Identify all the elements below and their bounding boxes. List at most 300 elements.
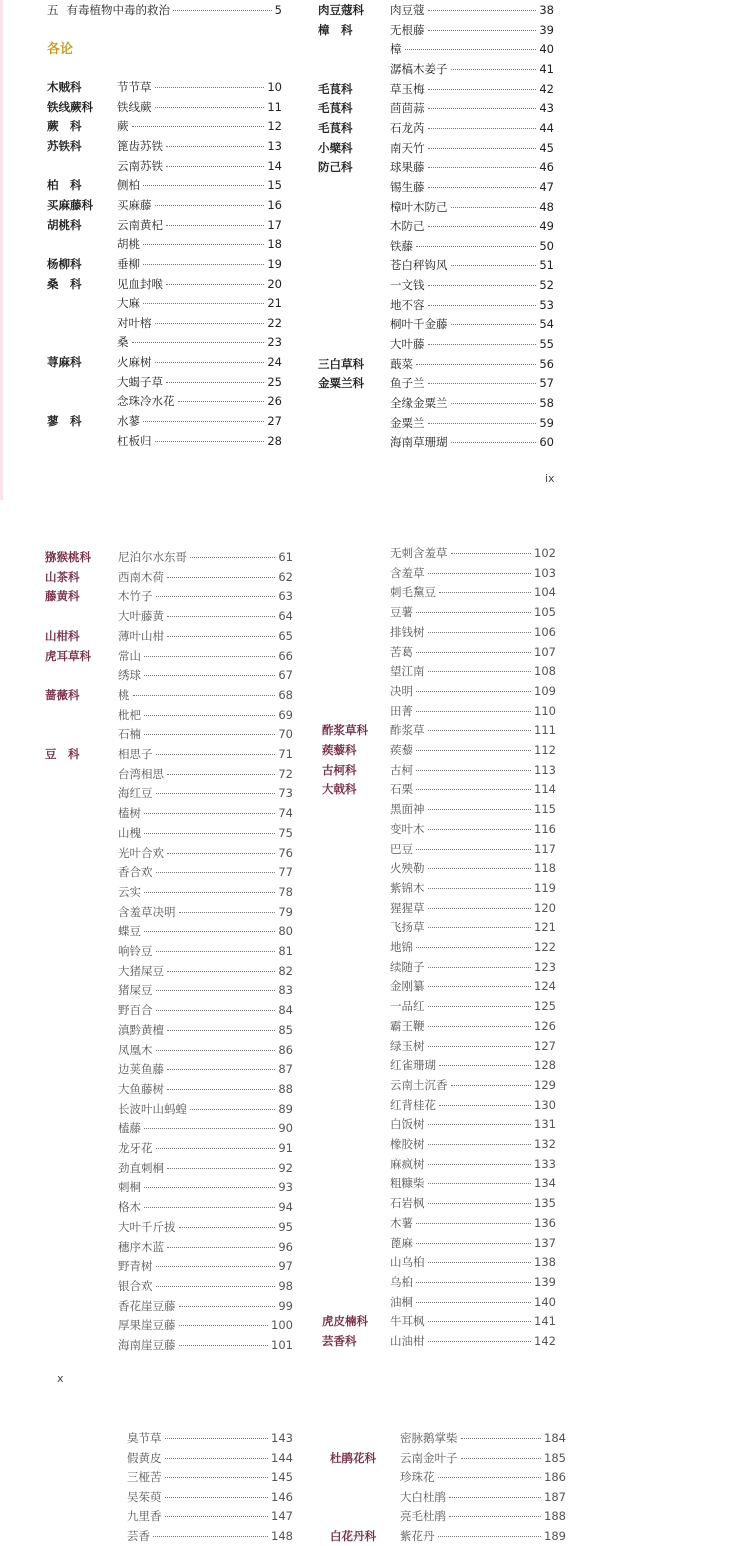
toc-entry[interactable] (322, 780, 556, 799)
toc-entry[interactable] (330, 1527, 566, 1546)
toc-entry[interactable] (45, 1060, 293, 1079)
page-ref: 131 (534, 1117, 556, 1132)
family-label: 苏铁科 (47, 138, 82, 153)
page-number: ix (545, 472, 555, 485)
toc-entry[interactable] (322, 899, 556, 918)
toc-entry[interactable] (322, 1273, 556, 1292)
toc-entry[interactable] (318, 99, 554, 118)
page-ref: 139 (534, 1274, 556, 1289)
page-ref: 16 (267, 197, 282, 212)
entry-line (118, 1139, 293, 1158)
toc-entry[interactable] (318, 256, 554, 275)
page-ref: 120 (534, 900, 556, 915)
toc-entry[interactable] (47, 255, 282, 274)
leader-dots (428, 888, 532, 889)
toc-entry[interactable] (322, 800, 556, 819)
leader-dots (405, 49, 537, 50)
page-ref: 126 (534, 1018, 556, 1033)
species-name: 念珠冷水花 (117, 394, 175, 409)
toc-entry[interactable] (45, 1277, 293, 1296)
leader-dots (167, 577, 275, 578)
toc-entry[interactable] (45, 962, 293, 981)
toc-entry[interactable] (45, 725, 293, 744)
species-name: 垂柳 (117, 256, 140, 271)
toc-entry[interactable] (47, 117, 282, 136)
toc-entry[interactable] (45, 1080, 293, 1099)
species-name: 格木 (118, 1200, 141, 1215)
leader-dots (449, 1516, 541, 1517)
toc-section-5[interactable] (47, 2, 282, 18)
toc-entry[interactable] (47, 196, 282, 215)
toc-entry[interactable] (45, 607, 293, 626)
toc-entry[interactable] (322, 958, 556, 977)
entry-line (118, 863, 293, 882)
page-ref: 15 (267, 178, 282, 193)
entry-line (400, 1449, 566, 1468)
toc-entry[interactable] (322, 1037, 556, 1056)
toc-entry[interactable] (45, 863, 293, 882)
leader-dots (428, 128, 537, 129)
toc-entry[interactable] (45, 745, 293, 764)
toc-entry[interactable] (318, 21, 554, 40)
entry-line (117, 255, 282, 274)
species-name: 西南木荷 (118, 569, 164, 584)
toc-entry[interactable] (322, 1332, 556, 1351)
toc-entry[interactable] (318, 276, 554, 295)
toc-entry[interactable] (322, 583, 556, 602)
page-ref: 127 (534, 1038, 556, 1053)
leader-dots (416, 750, 531, 751)
page-ref: 105 (534, 605, 556, 620)
family-label: 芸香科 (322, 1334, 357, 1348)
leader-dots (144, 892, 275, 893)
toc-entry[interactable] (45, 765, 293, 784)
species-name: 薄叶山柑 (118, 628, 164, 643)
toc-entry[interactable] (45, 1468, 293, 1487)
toc-entry[interactable] (322, 702, 556, 721)
leader-dots (428, 423, 537, 424)
species-name: 霸王鞭 (390, 1018, 425, 1033)
toc-entry[interactable] (322, 840, 556, 859)
toc-entry[interactable] (45, 1429, 293, 1448)
toc-entry[interactable] (45, 1507, 293, 1526)
entry-line (118, 1119, 293, 1138)
page-ref: 40 (539, 42, 554, 57)
leader-dots (416, 1302, 531, 1303)
entry-line (117, 432, 282, 451)
toc-entry[interactable] (330, 1429, 566, 1448)
toc-entry[interactable] (47, 98, 282, 117)
entry-line (117, 78, 282, 97)
toc-entry[interactable] (318, 296, 554, 315)
entry-line (390, 702, 556, 721)
toc-entry[interactable] (318, 394, 554, 413)
toc-entry[interactable] (322, 938, 556, 957)
toc-entry[interactable] (45, 548, 293, 567)
toc-entry[interactable] (45, 1100, 293, 1119)
toc-entry[interactable] (322, 1155, 556, 1174)
leader-dots (451, 553, 532, 554)
species-name: 巴豆 (390, 841, 413, 856)
toc-entry[interactable] (318, 80, 554, 99)
toc-entry[interactable] (47, 314, 282, 333)
toc-entry[interactable] (318, 374, 554, 393)
toc-entry[interactable] (318, 1, 554, 20)
leader-dots (439, 1065, 531, 1066)
toc-entry[interactable] (322, 1293, 556, 1312)
family-label: 猕猴桃科 (45, 550, 91, 564)
toc-entry[interactable] (45, 1119, 293, 1138)
page-ref: 61 (278, 550, 293, 564)
page-ref: 104 (534, 585, 556, 600)
species-name: 白饭树 (390, 1117, 425, 1132)
toc-entry[interactable] (45, 844, 293, 863)
family-label: 胡桃科 (47, 217, 82, 232)
toc-entry[interactable] (318, 433, 554, 452)
page-ref: 53 (539, 297, 554, 312)
toc-entry[interactable] (322, 761, 556, 780)
toc-entry[interactable] (318, 119, 554, 138)
toc-entry[interactable] (45, 1316, 293, 1335)
toc-entry[interactable] (318, 217, 554, 236)
page-ref: 63 (278, 589, 293, 604)
toc-entry[interactable] (318, 414, 554, 433)
toc-entry[interactable] (45, 1488, 293, 1507)
toc-entry[interactable] (330, 1468, 566, 1487)
toc-entry[interactable] (322, 918, 556, 937)
entry-line (390, 1037, 556, 1056)
page-ref: 20 (267, 276, 282, 291)
toc-entry[interactable] (47, 333, 282, 352)
species-name: 肉豆蔻 (390, 3, 425, 17)
leader-dots (428, 1321, 532, 1322)
species-name: 橡胶树 (390, 1137, 425, 1151)
entry-line (117, 117, 282, 136)
toc-entry[interactable] (322, 997, 556, 1016)
entry-line (118, 1100, 293, 1119)
toc-entry[interactable] (47, 78, 282, 97)
toc-entry[interactable] (318, 355, 554, 374)
toc-entry[interactable] (45, 1021, 293, 1040)
leader-dots (144, 656, 275, 657)
entry-line (390, 60, 554, 79)
entry-line (390, 761, 556, 780)
page-ref: 24 (267, 355, 282, 370)
family-label: 蒺藜科 (322, 743, 357, 757)
toc-entry[interactable] (322, 721, 556, 740)
toc-entry[interactable] (318, 40, 554, 59)
leader-dots (428, 730, 532, 731)
toc-entry[interactable] (330, 1449, 566, 1468)
page-ref: 27 (267, 414, 282, 429)
species-name: 三桠苦 (127, 1470, 162, 1484)
species-name: 吴茱萸 (127, 1489, 162, 1504)
toc-entry[interactable] (45, 1297, 293, 1316)
toc-entry[interactable] (45, 1178, 293, 1197)
species-name: 云南黄杞 (117, 217, 163, 232)
species-name: 望江南 (390, 664, 425, 679)
page-ref: 59 (539, 415, 554, 430)
toc-entry[interactable] (47, 176, 282, 195)
toc-entry[interactable] (45, 587, 293, 606)
species-name: 大叶藤黄 (118, 609, 164, 624)
leader-dots (144, 715, 275, 716)
species-name: 珍珠花 (400, 1470, 435, 1484)
toc-entry[interactable] (45, 784, 293, 803)
entry-line (390, 682, 556, 701)
leader-dots (144, 1207, 275, 1208)
toc-entry[interactable] (322, 623, 556, 642)
toc-entry[interactable] (322, 1194, 556, 1213)
toc-entry[interactable] (45, 804, 293, 823)
leader-dots (428, 671, 532, 672)
toc-entry[interactable] (322, 859, 556, 878)
section-title: 有毒植物中毒的救治 (66, 3, 170, 17)
entry-line (390, 918, 556, 937)
species-name: 海南草珊瑚 (390, 435, 448, 450)
toc-entry[interactable] (47, 216, 282, 235)
page-number: x (57, 1372, 64, 1385)
species-name: 决明 (390, 683, 413, 698)
family-label: 肉豆蔻科 (318, 3, 364, 17)
toc-entry[interactable] (45, 1218, 293, 1237)
leader-dots (155, 323, 265, 324)
species-name: 黑面神 (390, 802, 425, 817)
entry-line (127, 1449, 293, 1468)
leader-dots (451, 69, 537, 70)
toc-entry[interactable] (322, 741, 556, 760)
page-ref: 122 (534, 940, 556, 954)
entry-line (390, 80, 554, 99)
entry-line (118, 922, 293, 941)
entry-line (390, 1293, 556, 1312)
species-name: 一文钱 (390, 278, 425, 293)
toc-page-ix (0, 0, 750, 500)
page-ref: 123 (534, 959, 556, 974)
toc-entry[interactable] (322, 1017, 556, 1036)
toc-entry[interactable] (45, 942, 293, 961)
entry-line (390, 583, 556, 602)
entry-line (390, 1056, 556, 1075)
page-ref: 78 (278, 884, 293, 899)
entry-line (127, 1507, 293, 1526)
toc-entry[interactable] (318, 158, 554, 177)
leader-dots (428, 148, 537, 149)
leader-dots (451, 265, 537, 266)
toc-entry[interactable] (322, 1214, 556, 1233)
leader-dots (428, 927, 532, 928)
entry-line (390, 40, 554, 59)
entry-line (118, 725, 293, 744)
entry-line (117, 412, 282, 431)
toc-entry[interactable] (318, 315, 554, 334)
toc-entry[interactable] (45, 627, 293, 646)
species-name: 桑 (117, 335, 129, 350)
family-label: 毛茛科 (318, 81, 353, 96)
toc-entry[interactable] (330, 1488, 566, 1507)
toc-entry[interactable] (322, 544, 556, 563)
toc-entry[interactable] (47, 392, 282, 411)
toc-entry[interactable] (322, 1234, 556, 1253)
toc-entry[interactable] (45, 1257, 293, 1276)
leader-dots (144, 813, 275, 814)
entry-line (117, 392, 282, 411)
page-ref: 144 (271, 1450, 293, 1465)
toc-entry[interactable] (318, 335, 554, 354)
entry-line (390, 1194, 556, 1213)
toc-entry[interactable] (45, 903, 293, 922)
toc-entry[interactable] (45, 922, 293, 941)
species-name: 大叶千斤拔 (118, 1219, 176, 1234)
toc-entry[interactable] (45, 1449, 293, 1468)
toc-entry[interactable] (322, 1115, 556, 1134)
entry-line (118, 607, 293, 626)
species-name: 红雀珊瑚 (390, 1058, 436, 1073)
leader-dots (439, 592, 531, 593)
toc-entry[interactable] (45, 706, 293, 725)
toc-entry[interactable] (318, 198, 554, 217)
toc-entry[interactable] (322, 1174, 556, 1193)
species-name: 香花崖豆藤 (118, 1298, 176, 1313)
toc-entry[interactable] (47, 353, 282, 372)
toc-entry[interactable] (47, 294, 282, 313)
leader-dots (165, 1477, 269, 1478)
toc-entry[interactable] (45, 1139, 293, 1158)
page-ref: 18 (267, 237, 282, 252)
entry-line (118, 903, 293, 922)
toc-entry[interactable] (47, 373, 282, 392)
family-label: 山柑科 (45, 628, 80, 643)
entry-line (390, 433, 554, 452)
toc-entry[interactable] (322, 977, 556, 996)
species-name: 草玉梅 (390, 81, 425, 96)
species-name: 猪屎豆 (118, 983, 153, 998)
toc-entry[interactable] (45, 1336, 293, 1355)
toc-entry[interactable] (45, 1001, 293, 1020)
species-name: 台湾相思 (118, 766, 164, 781)
species-name: 续随子 (390, 959, 425, 974)
toc-entry[interactable] (47, 235, 282, 254)
toc-entry[interactable] (47, 137, 282, 156)
leader-dots (461, 1438, 542, 1439)
entry-line (118, 981, 293, 1000)
family-label: 杨柳科 (47, 256, 82, 271)
leader-dots (156, 1010, 276, 1011)
page-ref: 124 (534, 979, 556, 994)
entry-line (390, 997, 556, 1016)
toc-entry[interactable] (45, 1238, 293, 1257)
toc-entry[interactable] (318, 178, 554, 197)
leader-dots (461, 1458, 542, 1459)
entry-line (117, 196, 282, 215)
toc-entry[interactable] (45, 647, 293, 666)
toc-page-x (0, 540, 750, 1385)
toc-entry[interactable] (318, 60, 554, 79)
leader-dots (428, 967, 532, 968)
species-name: 侧柏 (117, 178, 140, 193)
species-name: 大叶藤 (390, 337, 425, 352)
toc-entry[interactable] (318, 139, 554, 158)
toc-entry[interactable] (322, 662, 556, 681)
leader-dots (156, 793, 276, 794)
toc-entry[interactable] (322, 1253, 556, 1272)
toc-entry[interactable] (45, 1527, 293, 1546)
page-ref: 82 (278, 963, 293, 978)
entry-line (118, 883, 293, 902)
toc-entry[interactable] (330, 1507, 566, 1526)
toc-entry[interactable] (318, 237, 554, 256)
toc-entry[interactable] (322, 1312, 556, 1331)
toc-entry[interactable] (45, 824, 293, 843)
leader-dots (155, 205, 265, 206)
toc-entry[interactable] (45, 981, 293, 1000)
entry-line (390, 237, 554, 256)
species-name: 穗序木蓝 (118, 1239, 164, 1254)
family-label: 杜鹃花科 (330, 1450, 376, 1465)
toc-entry[interactable] (45, 666, 293, 685)
toc-entry[interactable] (45, 1041, 293, 1060)
entry-line (118, 1159, 293, 1178)
toc-entry[interactable] (45, 686, 293, 705)
toc-entry[interactable] (322, 564, 556, 583)
page-ref: 38 (539, 3, 554, 17)
toc-entry[interactable] (322, 1056, 556, 1075)
toc-entry[interactable] (47, 412, 282, 431)
toc-entry[interactable] (322, 603, 556, 622)
species-name: 桐叶千金藤 (390, 317, 448, 332)
leader-dots (144, 734, 275, 735)
entry-line (390, 1076, 556, 1095)
entry-line (118, 1021, 293, 1040)
leader-dots (155, 362, 265, 363)
page-ref: 185 (544, 1450, 566, 1465)
species-name: 蒺藜 (390, 743, 413, 757)
section-heading: 各论 (47, 42, 74, 57)
leader-dots (428, 1262, 532, 1263)
leader-dots (428, 868, 532, 869)
toc-entry[interactable] (322, 879, 556, 898)
toc-entry[interactable] (45, 568, 293, 587)
species-name: 云实 (118, 884, 141, 899)
leader-dots (167, 636, 275, 637)
toc-entry[interactable] (47, 432, 282, 451)
species-name: 芸香 (127, 1528, 150, 1543)
toc-entry[interactable] (322, 1096, 556, 1115)
species-name: 石栗 (390, 782, 413, 797)
page-ref: 39 (539, 22, 554, 37)
toc-entry[interactable] (45, 883, 293, 902)
entry-line (118, 1238, 293, 1257)
species-name: 锡生藤 (390, 179, 425, 194)
entry-line (390, 198, 554, 217)
page-ref: 93 (278, 1180, 293, 1195)
toc-entry[interactable] (322, 1076, 556, 1095)
toc-entry[interactable] (322, 643, 556, 662)
toc-entry[interactable] (322, 682, 556, 701)
toc-entry[interactable] (47, 157, 282, 176)
page-ref: 86 (278, 1042, 293, 1057)
species-name: 含羞草 (390, 565, 425, 580)
entry-line (390, 178, 554, 197)
page-ref: 133 (534, 1156, 556, 1171)
page-ref: 76 (278, 845, 293, 860)
toc-entry[interactable] (45, 1198, 293, 1217)
toc-entry[interactable] (322, 820, 556, 839)
toc-entry[interactable] (47, 275, 282, 294)
leader-dots (173, 10, 272, 11)
toc-entry[interactable] (322, 1135, 556, 1154)
toc-entry[interactable] (45, 1159, 293, 1178)
